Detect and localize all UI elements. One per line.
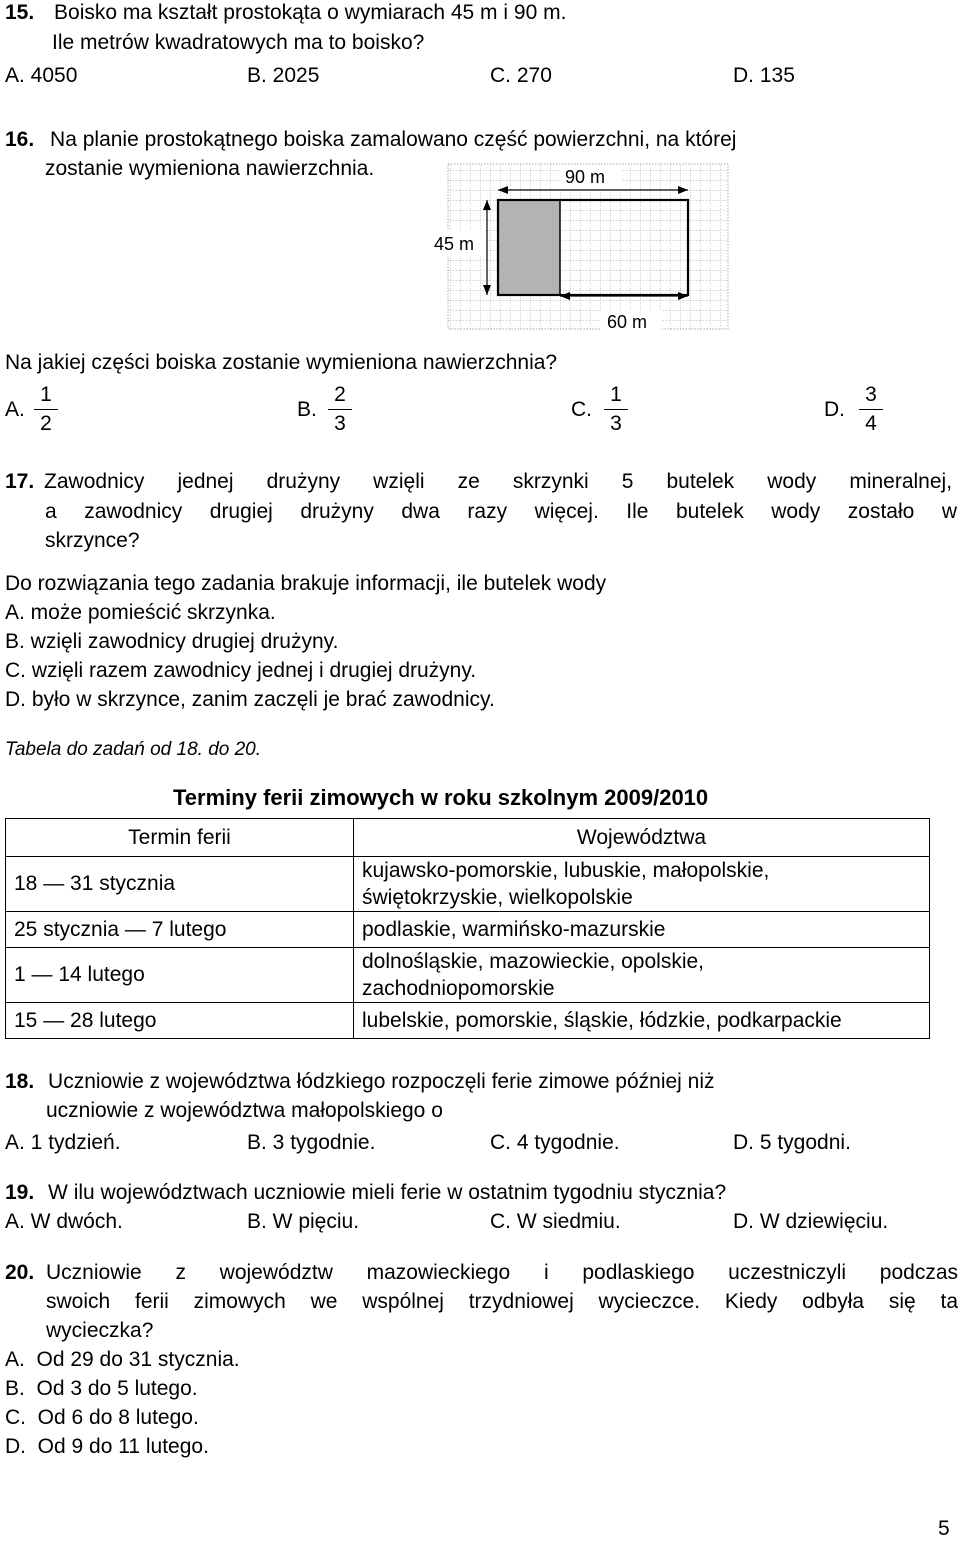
page-number: 5 (938, 1517, 950, 1540)
q17-line1 (5, 469, 952, 495)
q16-option-c-num: 1 (610, 383, 622, 406)
region-line: zachodniopomorskie (362, 977, 555, 1000)
q20-option-b: B. Od 3 do 5 lutego. (5, 1377, 198, 1400)
q19-option-c: C. W siedmiu. (490, 1210, 621, 1233)
q20-word: zimowych (193, 1290, 286, 1313)
q15-option-b: B. 2025 (247, 64, 320, 87)
q17-text-1: Zawodnicy jednej drużyny wzięli ze skrzynki 5 butelek wody mineralnej, (44, 470, 953, 493)
ferie-table (5, 818, 930, 1039)
q16-option-d-num: 3 (865, 383, 877, 406)
q20-word: uczestniczyli (728, 1261, 847, 1284)
q20-word: wycieczce. (598, 1290, 701, 1313)
q20-text-3: wycieczka? (46, 1319, 154, 1342)
q20-word: Uczniowie (46, 1261, 142, 1284)
label-60m: 60 m (607, 312, 648, 332)
q17-intro: Do rozwiązania tego zadania brakuje informacji, ile butelek wody (5, 572, 607, 595)
q20-word: z (175, 1261, 186, 1284)
q16-option-c-letter: C. (571, 398, 592, 421)
fraction-bar (34, 409, 58, 410)
q15-option-a: A. 4050 (5, 64, 78, 87)
fraction-bar (604, 409, 628, 410)
q20-option-c: C. Od 6 do 8 lutego. (5, 1406, 199, 1429)
q18-option-b: B. 3 tygodnie. (247, 1131, 376, 1154)
q19-option-d: D. W dziewięciu. (733, 1210, 889, 1233)
q16-number: 16. (5, 128, 35, 151)
q17-text-3: skrzynce? (45, 529, 140, 552)
q19-number: 19. (5, 1181, 35, 1204)
table-row (6, 1003, 930, 1039)
q16-text-2: zostanie wymieniona nawierzchnia. (45, 157, 375, 180)
q20-word: podczas (879, 1261, 958, 1284)
row-regions (354, 857, 930, 912)
q20-text-1 (46, 1260, 958, 1286)
row-term: 1 — 14 lutego (6, 948, 354, 1003)
q19-text-1: W ilu województwach uczniowie mieli ferie w ostatnim tygodniu stycznia? (48, 1181, 727, 1204)
q18-option-d: D. 5 tygodni. (733, 1131, 851, 1154)
q17-option-a: A. może pomieścić skrzynka. (5, 601, 276, 624)
row-regions (354, 948, 930, 1003)
region-line: lubelskie, pomorskie, śląskie, łódzkie, podkarpackie (362, 1008, 842, 1032)
q18-text-2: uczniowie z województwa małopolskiego o (46, 1099, 443, 1122)
q17-option-d: D. było w skrzynce, zanim zaczęli je brać zawodnicy. (5, 688, 495, 711)
region-line: świętokrzyskie, wielkopolskie (362, 886, 633, 909)
header-regions: Województwa (354, 819, 930, 857)
q19-option-a: A. W dwóch. (5, 1210, 123, 1233)
q16-option-d-letter: D. (824, 398, 845, 421)
q20-word: i (543, 1261, 549, 1284)
q20-word: ta (940, 1290, 958, 1313)
region-line: kujawsko-pomorskie, lubuskie, małopolskie, (362, 859, 770, 882)
q17-text-2: a zawodnicy drugiej drużyny dwa razy więcej. Ile butelek wody zostało w (45, 500, 957, 523)
q16-question: Na jakiej części boiska zostanie wymieniona nawierzchnia? (5, 351, 558, 374)
row-term: 25 stycznia — 7 lutego (6, 912, 354, 948)
q20-word: wspólnej (362, 1290, 444, 1313)
table-row (6, 857, 930, 912)
q15-text-1: Boisko ma kształt prostokąta o wymiarach 45 m i 90 m. (54, 1, 567, 24)
q17-number: 17. (5, 470, 35, 493)
q16-option-d-fraction (859, 382, 883, 437)
q15-line1 (5, 0, 566, 26)
q16-option-a-num: 1 (40, 383, 52, 406)
q15-number: 15. (5, 1, 35, 24)
label-90m: 90 m (565, 167, 606, 187)
q20-word: swoich (46, 1290, 111, 1313)
q19-line1 (5, 1180, 726, 1206)
q16-option-a-letter: A. (5, 398, 25, 421)
table-row (6, 948, 930, 1003)
q15-option-c: C. 270 (490, 64, 552, 87)
q18-text-1: Uczniowie z województwa łódzkiego rozpoczęli ferie zimowe później niż (48, 1070, 715, 1093)
q16-text-1: Na planie prostokątnego boiska zamalowano część powierzchni, na której (50, 128, 737, 151)
table-caption: Tabela do zadań od 18. do 20. (5, 739, 262, 760)
q16-option-b-fraction (328, 382, 352, 437)
q20-option-a: A. Od 29 do 31 stycznia. (5, 1348, 240, 1371)
q20-word: we (310, 1290, 338, 1313)
q20-option-d: D. Od 9 do 11 lutego. (5, 1435, 209, 1458)
q18-number: 18. (5, 1070, 35, 1093)
q20-word: mazowieckiego (366, 1261, 511, 1284)
shaded-area (498, 200, 560, 295)
q15-option-d: D. 135 (733, 64, 795, 87)
table-title: Terminy ferii zimowych w roku szkolnym 2009/2010 (173, 785, 709, 810)
label-45m: 45 m (434, 234, 475, 254)
region-line: podlaskie, warmińsko-mazurskie (362, 917, 666, 941)
row-term: 15 — 28 lutego (6, 1003, 354, 1039)
q20-text-2 (46, 1289, 958, 1315)
row-regions (354, 1003, 930, 1039)
q16-line1 (5, 127, 736, 153)
q20-word: Kiedy (724, 1290, 778, 1313)
table-row (6, 912, 930, 948)
q16-option-c-den: 3 (610, 412, 622, 435)
q18-option-a: A. 1 tydzień. (5, 1131, 121, 1154)
q16-option-b-den: 3 (334, 412, 346, 435)
header-term: Termin ferii (6, 819, 354, 857)
q20-number: 20. (5, 1261, 35, 1284)
q20-word: województw (219, 1261, 333, 1284)
q16-option-c-fraction (604, 382, 628, 437)
q20-word: odbyła (802, 1290, 865, 1313)
q20-word: ferii (134, 1290, 169, 1313)
q18-option-c: C. 4 tygodnie. (490, 1131, 620, 1154)
row-term: 18 — 31 stycznia (6, 857, 354, 912)
q20-number-wrap (5, 1260, 34, 1286)
q15-text-2: Ile metrów kwadratowych ma to boisko? (52, 31, 425, 54)
q17-option-b: B. wzięli zawodnicy drugiej drużyny. (5, 630, 339, 653)
q19-option-b: B. W pięciu. (247, 1210, 360, 1233)
table-header-row (6, 819, 930, 857)
q20-word: podlaskiego (582, 1261, 695, 1284)
q16-option-b-letter: B. (297, 398, 317, 421)
region-line: dolnośląskie, mazowieckie, opolskie, (362, 950, 704, 973)
q16-option-d-den: 4 (865, 412, 877, 435)
fraction-bar (859, 409, 883, 410)
fraction-bar (328, 409, 352, 410)
field-plan-figure (434, 160, 730, 335)
row-regions (354, 912, 930, 948)
q16-option-b-num: 2 (334, 383, 346, 406)
q16-option-a-den: 2 (40, 412, 52, 435)
q17-option-c: C. wzięli razem zawodnicy jednej i drugiej drużyny. (5, 659, 477, 682)
q20-word: trzydniowej (468, 1290, 574, 1313)
q18-line1 (5, 1069, 715, 1095)
q16-option-a-fraction (34, 382, 58, 437)
q20-word: się (888, 1290, 916, 1313)
